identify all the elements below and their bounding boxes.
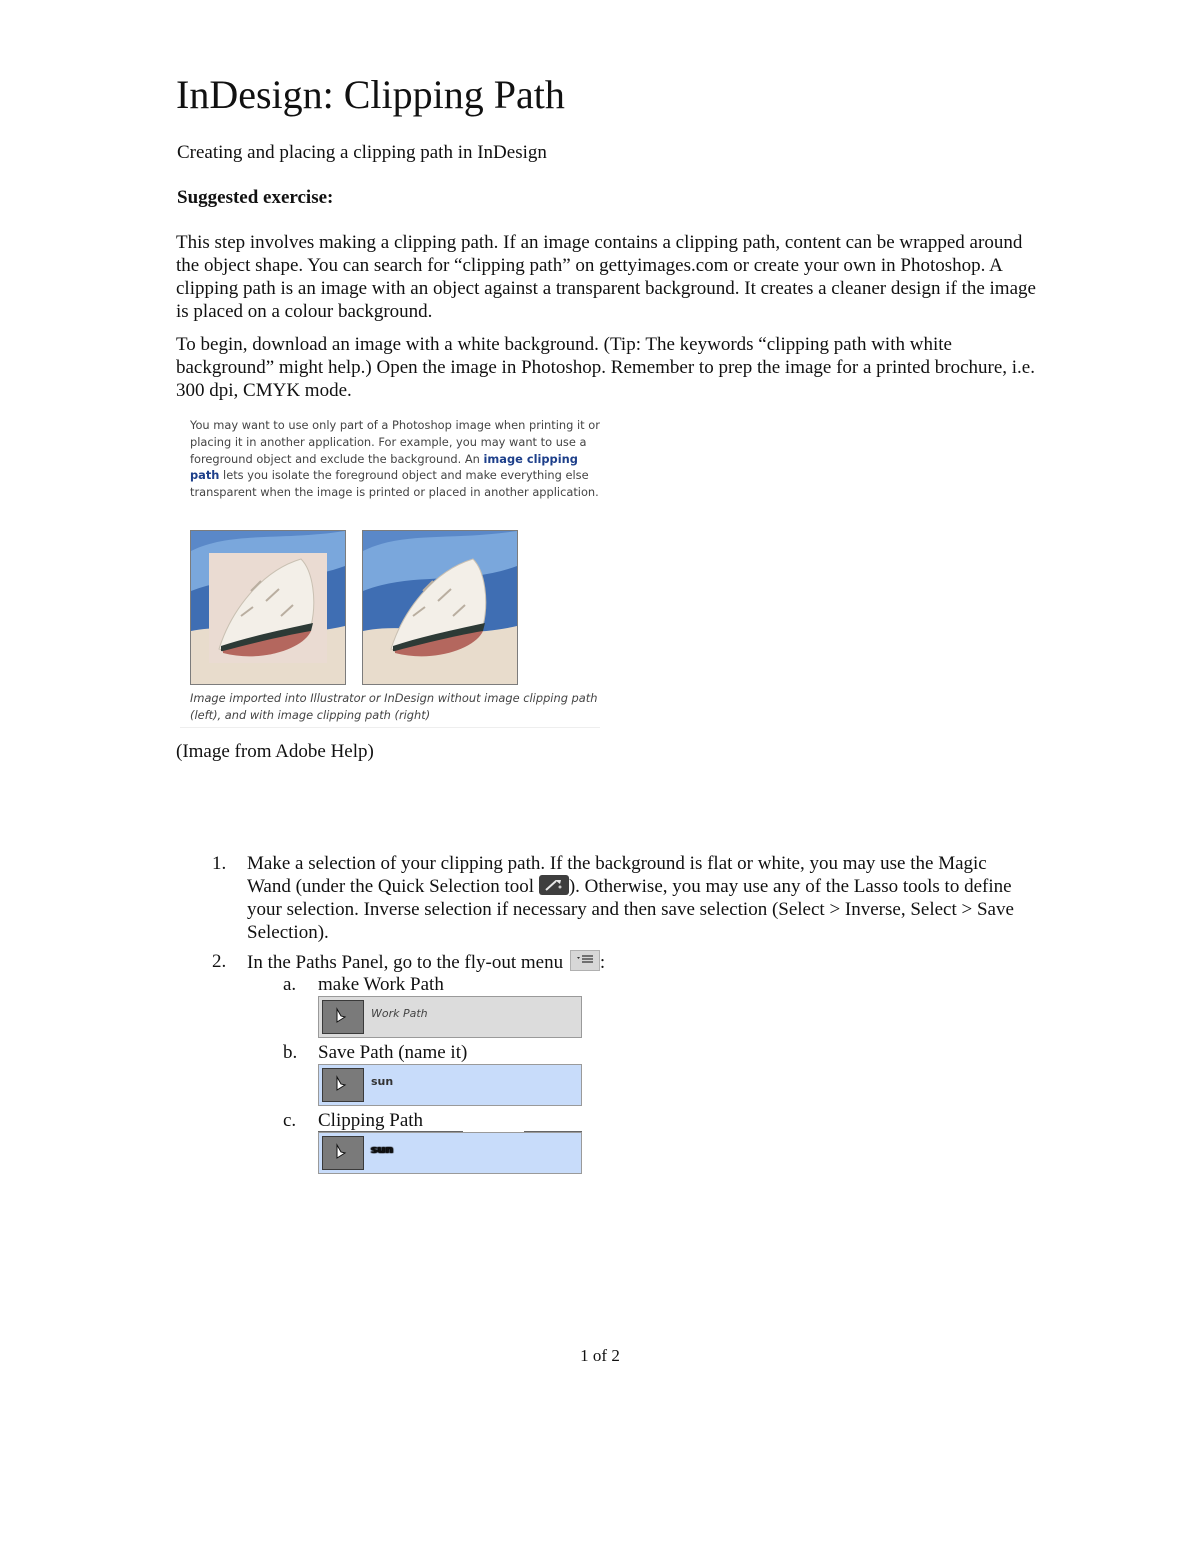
saved-path-name: sun [371,1075,394,1088]
saved-path-row[interactable] [318,1064,582,1106]
flyout-menu-icon [570,950,600,971]
work-path-row[interactable] [318,996,582,1038]
adobe-help-figure [180,411,600,728]
figure-link-text: image clipping path [190,451,578,483]
work-path-name: Work Path [371,1007,428,1020]
image-credit: (Image from Adobe Help) [176,741,374,762]
figure-caption: Image imported into Illustrator or InDesign without image clipping path (left), and with image clipping path (right) [190,691,598,722]
substep-c-label: Clipping Path [318,1109,463,1132]
figure-text: You may want to use only part of a Photoshop image when printing it or placing it in another application. For example, you may want to use a foreground object and exclude the background. An image clipping path lets you isolate the foreground object and make everything else transparent when the image is printed or placed in another application. [190,418,600,500]
exercise-heading: Suggested exercise: [177,187,334,208]
instructions-paragraph: To begin, download an image with a white background. (Tip: The keywords “clipping path with white background” might help.) Open the image in Photoshop. Remember to prep the image for a printed brochure, i.e. 300 dpi, CMYK mode. [176,334,1035,401]
intro-paragraph: This step involves making a clipping path. If an image contains a clipping path, content can be wrapped around the object shape. You can search for “clipping path” on gettyimages.com or create your own in Photoshop. A clipping path is an image with an object against a transparent background. It creates a cleaner design if the image is placed on a colour background. [176,232,1036,322]
substep-letter: c. [283,1110,297,1131]
page-title: InDesign: Clipping Path [176,72,565,117]
step-1-text: Make a selection of your clipping path. If the background is flat or white, you may use the Magic Wand (under the Quick Selection tool ). Otherwise, you may use any of the Lasso tools to define your selection. Inverse selection if necessary and then save selection (Select > Inverse, Select > Save Selection). [247,853,1014,943]
step-number: 1. [212,853,227,874]
substep-b-label: Save Path (name it) [318,1042,468,1063]
path-thumbnail [322,1068,364,1102]
shell-image-without-clipping [190,530,346,685]
path-thumbnail [322,1136,364,1170]
page-number: 1 of 2 [580,1346,620,1365]
path-thumbnail [322,1000,364,1034]
substep-letter: b. [283,1042,298,1063]
step-number: 2. [212,951,227,972]
substep-a-label: make Work Path [318,974,444,995]
clipping-path-row[interactable] [318,1132,582,1174]
step-2-text: In the Paths Panel, go to the fly-out menu : [247,952,606,973]
clipping-path-name: sun [371,1143,394,1156]
substep-letter: a. [283,974,297,995]
subtitle: Creating and placing a clipping path in InDesign [177,142,547,163]
shell-image-with-clipping [362,530,518,685]
quick-selection-tool-icon [539,875,569,895]
